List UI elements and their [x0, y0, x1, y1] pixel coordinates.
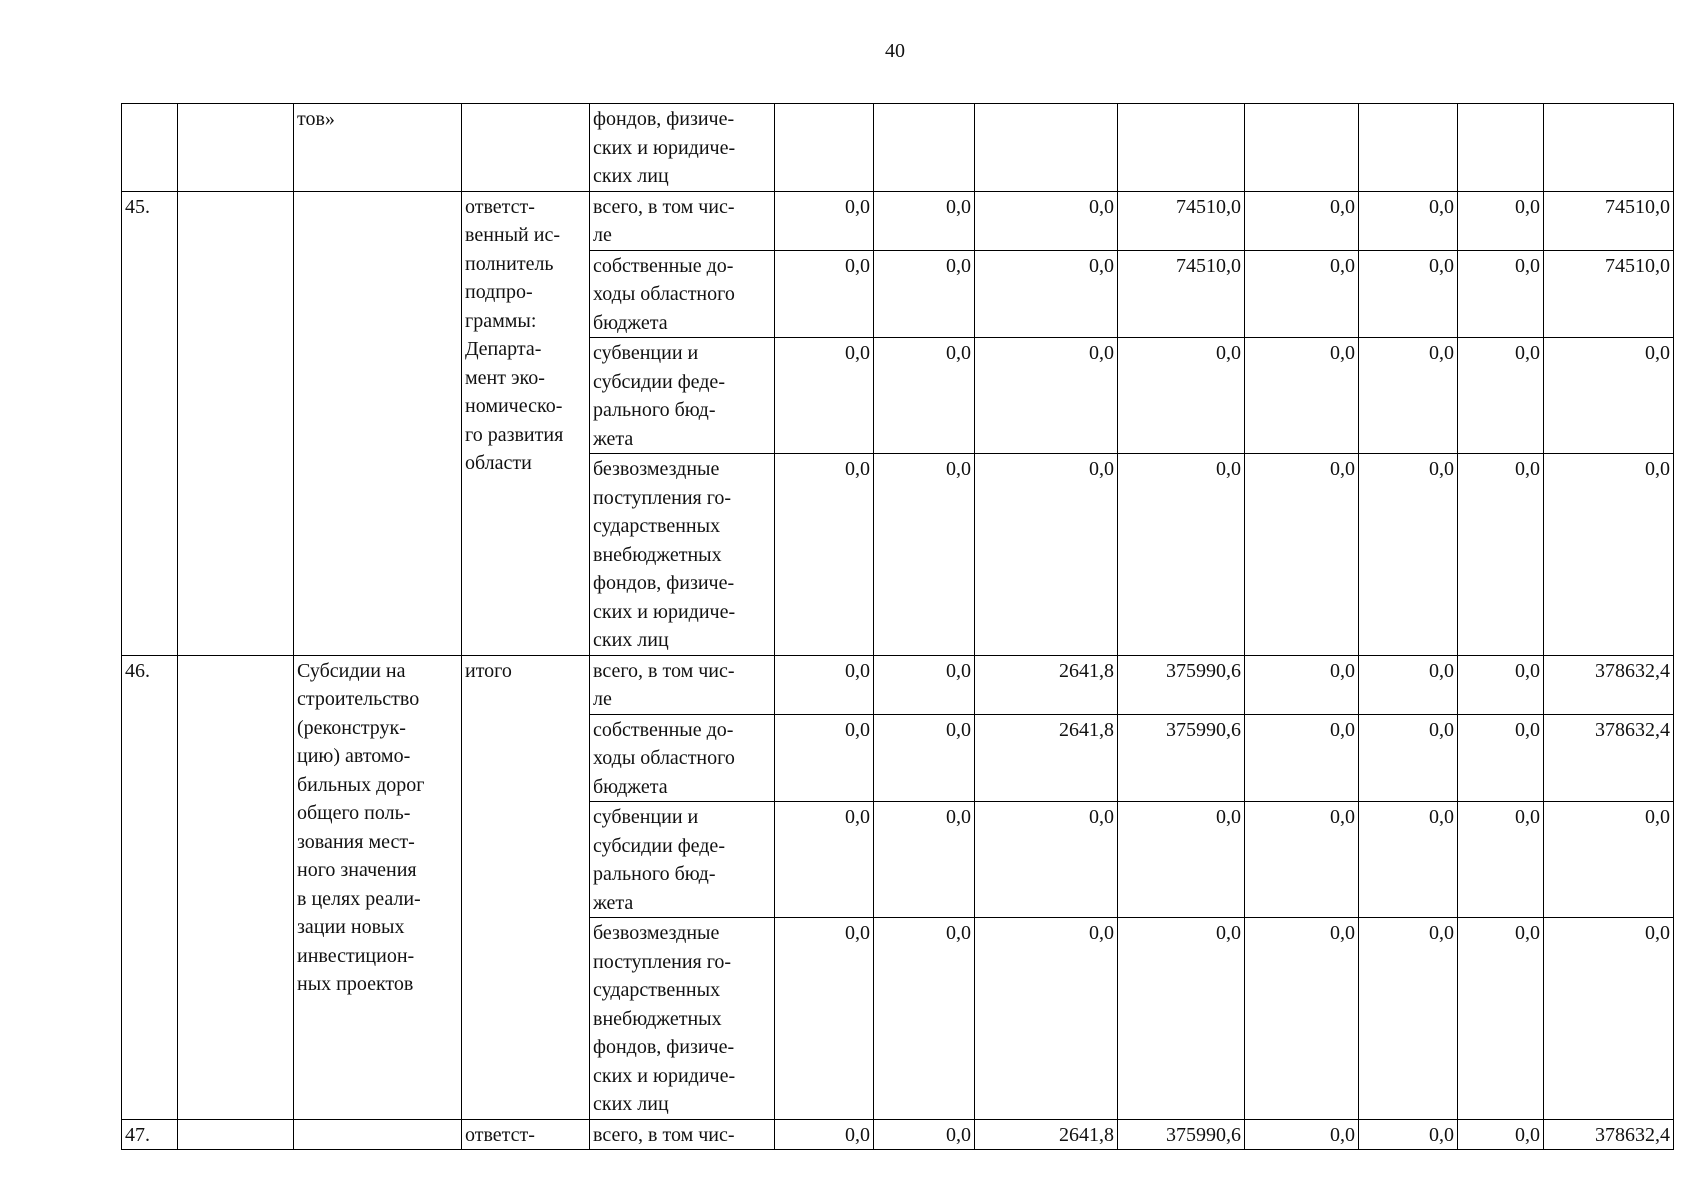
funding-source: безвозмездные поступления го- сударственных внебюджетных фондов, физиче- ских и юридиче- ских лиц [590, 454, 775, 656]
amount-cell: 2641,8 [975, 1119, 1118, 1150]
amount-cell: 0,0 [1458, 250, 1544, 338]
amount-cell: 0,0 [1245, 250, 1359, 338]
amount-cell: 0,0 [1359, 338, 1458, 454]
funding-source: собственные до- ходы областного бюджета [590, 250, 775, 338]
amount-cell: 378632,4 [1544, 1119, 1674, 1150]
amount-cell: 0,0 [775, 918, 874, 1120]
amount-cell: 0,0 [874, 714, 975, 802]
amount-cell: 0,0 [874, 250, 975, 338]
amount-cell: 0,0 [775, 250, 874, 338]
empty-cell [178, 655, 294, 1119]
amount-cell: 0,0 [874, 918, 975, 1120]
budget-table [121, 103, 1674, 1150]
amount-cell: 0,0 [1359, 918, 1458, 1120]
funding-source: субвенции и субсидии феде- рального бюд- жета [590, 338, 775, 454]
row-number [122, 104, 178, 192]
table-row [122, 191, 1674, 250]
amount-cell [775, 104, 874, 192]
amount-cell: 0,0 [1359, 714, 1458, 802]
table-row [122, 1119, 1674, 1150]
measure-title: тов» [294, 104, 462, 192]
amount-cell [1544, 104, 1674, 192]
amount-cell: 0,0 [1245, 191, 1359, 250]
amount-cell: 0,0 [775, 1119, 874, 1150]
funding-source: всего, в том чис- ле [590, 655, 775, 714]
amount-cell: 0,0 [1245, 802, 1359, 918]
funding-source: всего, в том чис- [590, 1119, 775, 1150]
amount-cell: 0,0 [1458, 338, 1544, 454]
amount-cell: 0,0 [874, 338, 975, 454]
row-number: 47. [122, 1119, 178, 1150]
page-number: 40 [885, 40, 905, 62]
amount-cell: 0,0 [1458, 802, 1544, 918]
row-number: 46. [122, 655, 178, 1119]
amount-cell [1245, 104, 1359, 192]
funding-source: собственные до- ходы областного бюджета [590, 714, 775, 802]
funding-source: безвозмездные поступления го- сударственных внебюджетных фондов, физиче- ских и юридиче- ских лиц [590, 918, 775, 1120]
measure-title [294, 191, 462, 655]
amount-cell [874, 104, 975, 192]
amount-cell: 0,0 [1245, 1119, 1359, 1150]
amount-cell: 0,0 [975, 191, 1118, 250]
amount-cell: 0,0 [1118, 454, 1245, 656]
amount-cell: 2641,8 [975, 714, 1118, 802]
amount-cell: 378632,4 [1544, 714, 1674, 802]
empty-cell [178, 104, 294, 192]
amount-cell: 0,0 [1118, 802, 1245, 918]
amount-cell: 0,0 [874, 655, 975, 714]
amount-cell: 0,0 [1118, 918, 1245, 1120]
amount-cell: 0,0 [874, 1119, 975, 1150]
amount-cell: 375990,6 [1118, 714, 1245, 802]
amount-cell: 0,0 [874, 802, 975, 918]
amount-cell: 0,0 [1544, 918, 1674, 1120]
amount-cell: 0,0 [1245, 454, 1359, 656]
amount-cell: 0,0 [1458, 918, 1544, 1120]
amount-cell: 0,0 [874, 454, 975, 656]
amount-cell: 0,0 [775, 191, 874, 250]
amount-cell: 375990,6 [1118, 1119, 1245, 1150]
amount-cell: 0,0 [1544, 454, 1674, 656]
amount-cell [1118, 104, 1245, 192]
amount-cell: 0,0 [1544, 802, 1674, 918]
funding-source: всего, в том чис- ле [590, 191, 775, 250]
amount-cell: 0,0 [1245, 338, 1359, 454]
amount-cell: 0,0 [1245, 918, 1359, 1120]
amount-cell: 378632,4 [1544, 655, 1674, 714]
amount-cell: 0,0 [975, 918, 1118, 1120]
amount-cell: 0,0 [1359, 191, 1458, 250]
amount-cell [1458, 104, 1544, 192]
row-number: 45. [122, 191, 178, 655]
amount-cell: 0,0 [1544, 338, 1674, 454]
amount-cell: 375990,6 [1118, 655, 1245, 714]
measure-title: Субсидии на строительство (реконструк- цию) автомо- бильных дорог общего поль- зования мест- ного значения в целях реали- зации новых инвестицион- ных проектов [294, 655, 462, 1119]
funding-source: фондов, физиче- ских и юридиче- ских лиц [590, 104, 775, 192]
executor-cell: ответст- венный ис- полнитель подпро- граммы: Дeпарта- мент эко- номическо- го развития области [462, 191, 590, 655]
amount-cell [1359, 104, 1458, 192]
amount-cell: 0,0 [1359, 655, 1458, 714]
amount-cell: 74510,0 [1118, 191, 1245, 250]
amount-cell: 0,0 [1359, 454, 1458, 656]
amount-cell: 0,0 [775, 454, 874, 656]
amount-cell: 74510,0 [1544, 191, 1674, 250]
amount-cell: 0,0 [1458, 1119, 1544, 1150]
amount-cell: 0,0 [1245, 655, 1359, 714]
amount-cell: 0,0 [775, 714, 874, 802]
amount-cell: 0,0 [1118, 338, 1245, 454]
amount-cell: 0,0 [975, 802, 1118, 918]
amount-cell [975, 104, 1118, 192]
amount-cell: 0,0 [1458, 454, 1544, 656]
executor-cell [462, 104, 590, 192]
amount-cell: 0,0 [775, 338, 874, 454]
funding-source: субвенции и субсидии феде- рального бюд- жета [590, 802, 775, 918]
amount-cell: 0,0 [1359, 802, 1458, 918]
executor-cell: итого [462, 655, 590, 1119]
amount-cell: 0,0 [874, 191, 975, 250]
measure-title [294, 1119, 462, 1150]
amount-cell: 0,0 [1245, 714, 1359, 802]
amount-cell: 0,0 [975, 338, 1118, 454]
empty-cell [178, 1119, 294, 1150]
amount-cell: 2641,8 [975, 655, 1118, 714]
amount-cell: 0,0 [775, 802, 874, 918]
table-row [122, 655, 1674, 714]
amount-cell: 74510,0 [1118, 250, 1245, 338]
amount-cell: 0,0 [975, 454, 1118, 656]
amount-cell: 0,0 [1458, 655, 1544, 714]
executor-cell: ответст- [462, 1119, 590, 1150]
amount-cell: 0,0 [975, 250, 1118, 338]
amount-cell: 74510,0 [1544, 250, 1674, 338]
amount-cell: 0,0 [1458, 191, 1544, 250]
amount-cell: 0,0 [1359, 1119, 1458, 1150]
amount-cell: 0,0 [1359, 250, 1458, 338]
amount-cell: 0,0 [1458, 714, 1544, 802]
amount-cell: 0,0 [775, 655, 874, 714]
empty-cell [178, 191, 294, 655]
table-row [122, 104, 1674, 192]
